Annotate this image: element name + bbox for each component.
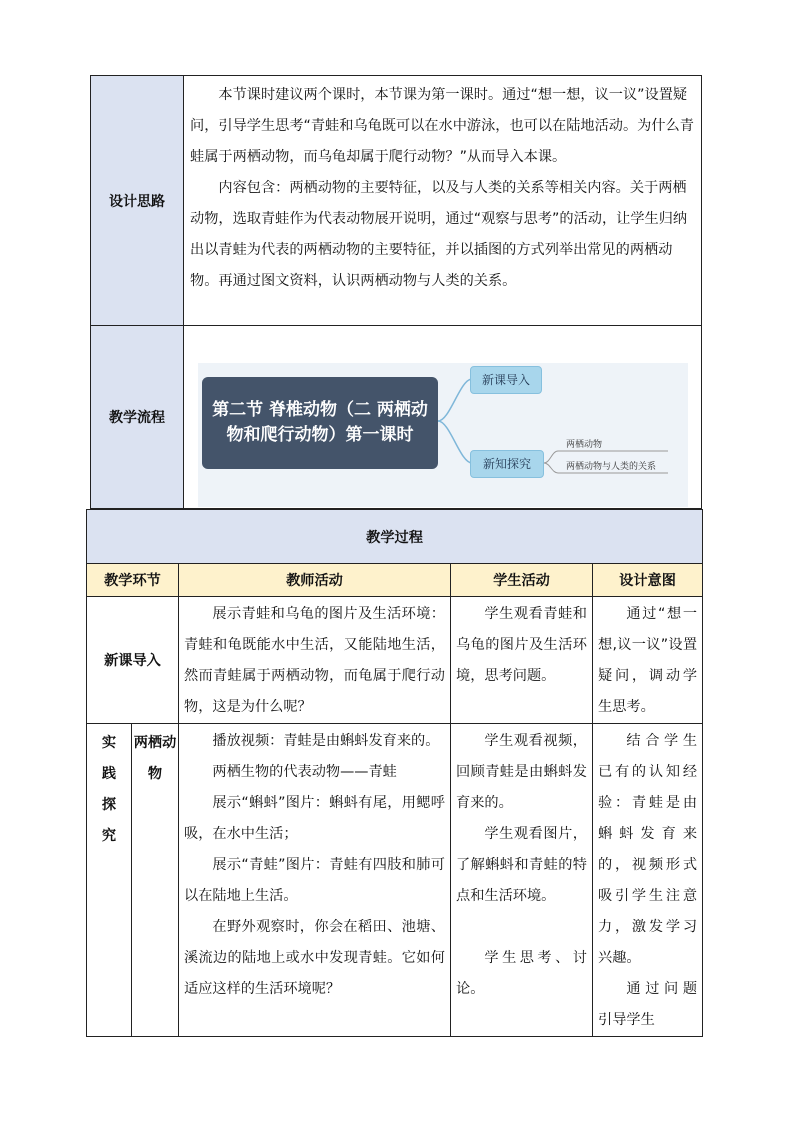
student-intro (451, 597, 593, 724)
student-intro-text: 学生观看青蛙和乌龟的图片及生活环境，思考问题。 (456, 606, 587, 684)
student-line: 学生观看图片，了解蝌蚪和青蛙的特点和生活环境。 (456, 826, 587, 904)
flow-diagram (198, 363, 688, 507)
stage-char-4: 究 (101, 828, 117, 844)
teacher-line: 展示“青蛙”图片：青蛙有四肢和肺可以在陆地上生活。 (184, 857, 445, 904)
process-table (86, 509, 703, 1037)
col-teacher: 教师活动 (179, 564, 451, 597)
teacher-line: 两栖生物的代表动物——青蛙 (212, 764, 397, 780)
flow-node-intro: 新课导入 (470, 366, 542, 394)
substage-amphibians: 两栖动物 (132, 724, 179, 1037)
design-label: 设计思路 (91, 76, 184, 326)
teacher-line: 在野外观察时，你会在稻田、池塘、溪流边的陆地上或水中发现青蛙。它如何适应这样的生活环境呢？ (184, 919, 445, 997)
col-student: 学生活动 (451, 564, 593, 597)
teacher-line: 播放视频：青蛙是由蝌蚪发育来的。 (212, 733, 440, 749)
intent-practice (593, 724, 703, 1037)
flow-cell (184, 326, 702, 509)
intent-line: 通过问题引导学生 (598, 981, 698, 1028)
teacher-line: 展示“蝌蚪”图片：蝌蚪有尾，用鳃呼吸，在水中生活； (184, 795, 445, 842)
flow-title-box: 第二节 脊椎动物（二 两栖动物和爬行动物）第一课时 (202, 377, 438, 469)
stage-char-3: 探 (101, 797, 117, 813)
stage-char-1: 实 (101, 735, 117, 751)
teacher-intro (179, 597, 451, 724)
design-paragraph-1: 本节课时建议两个课时，本节课为第一课时。通过“想一想，议一议”设置疑问，引导学生思考“青蛙和乌龟既可以在水中游泳，也可以在陆地活动。为什么青蛙属于两栖动物，而乌龟却属于爬行动物？”从而导入本课。 (190, 87, 694, 165)
flow-node-explore: 新知探究 (470, 450, 544, 478)
intent-intro-text: 通过“想一想,议一议”设置疑问，调动学生思考。 (598, 606, 698, 715)
design-text (184, 76, 702, 326)
design-table (90, 75, 702, 509)
intent-intro (593, 597, 703, 724)
process-heading: 教学过程 (87, 510, 703, 564)
teacher-intro-text: 展示青蛙和乌龟的图片及生活环境：青蛙和龟既能水中生活，又能陆地生活，然而青蛙属于两栖动物，而龟属于爬行动物，这是为什么呢？ (184, 606, 445, 715)
col-stage: 教学环节 (87, 564, 179, 597)
flow-label: 教学流程 (91, 326, 184, 509)
design-paragraph-2: 内容包含：两栖动物的主要特征，以及与人类的关系等相关内容。关于两栖动物，选取青蛙作为代表动物展开说明，通过“观察与思考”的活动，让学生归纳出以青蛙为代表的两栖动物的主要特征，并以插图的方式列举出常见的两栖动物。再通过图文资料，认识两栖动物与人类的关系。 (190, 180, 688, 289)
flow-leaf-relation: 两栖动物与人类的关系 (566, 462, 657, 472)
intent-line: 结合学生已有的认知经验：青蛙是由蝌蚪发育来的，视频形式吸引学生注意力，激发学习兴趣。 (598, 733, 698, 966)
stage-char-2: 践 (101, 766, 117, 782)
student-line: 学生思考、讨论。 (456, 950, 587, 997)
col-intent: 设计意图 (593, 564, 703, 597)
student-line: 学生观看视频，回顾青蛙是由蝌蚪发育来的。 (456, 733, 587, 811)
student-practice (451, 724, 593, 1037)
stage-intro: 新课导入 (87, 597, 179, 724)
teacher-practice (179, 724, 451, 1037)
flow-leaf-amphibians: 两栖动物 (566, 440, 603, 450)
stage-practice (87, 724, 132, 1037)
